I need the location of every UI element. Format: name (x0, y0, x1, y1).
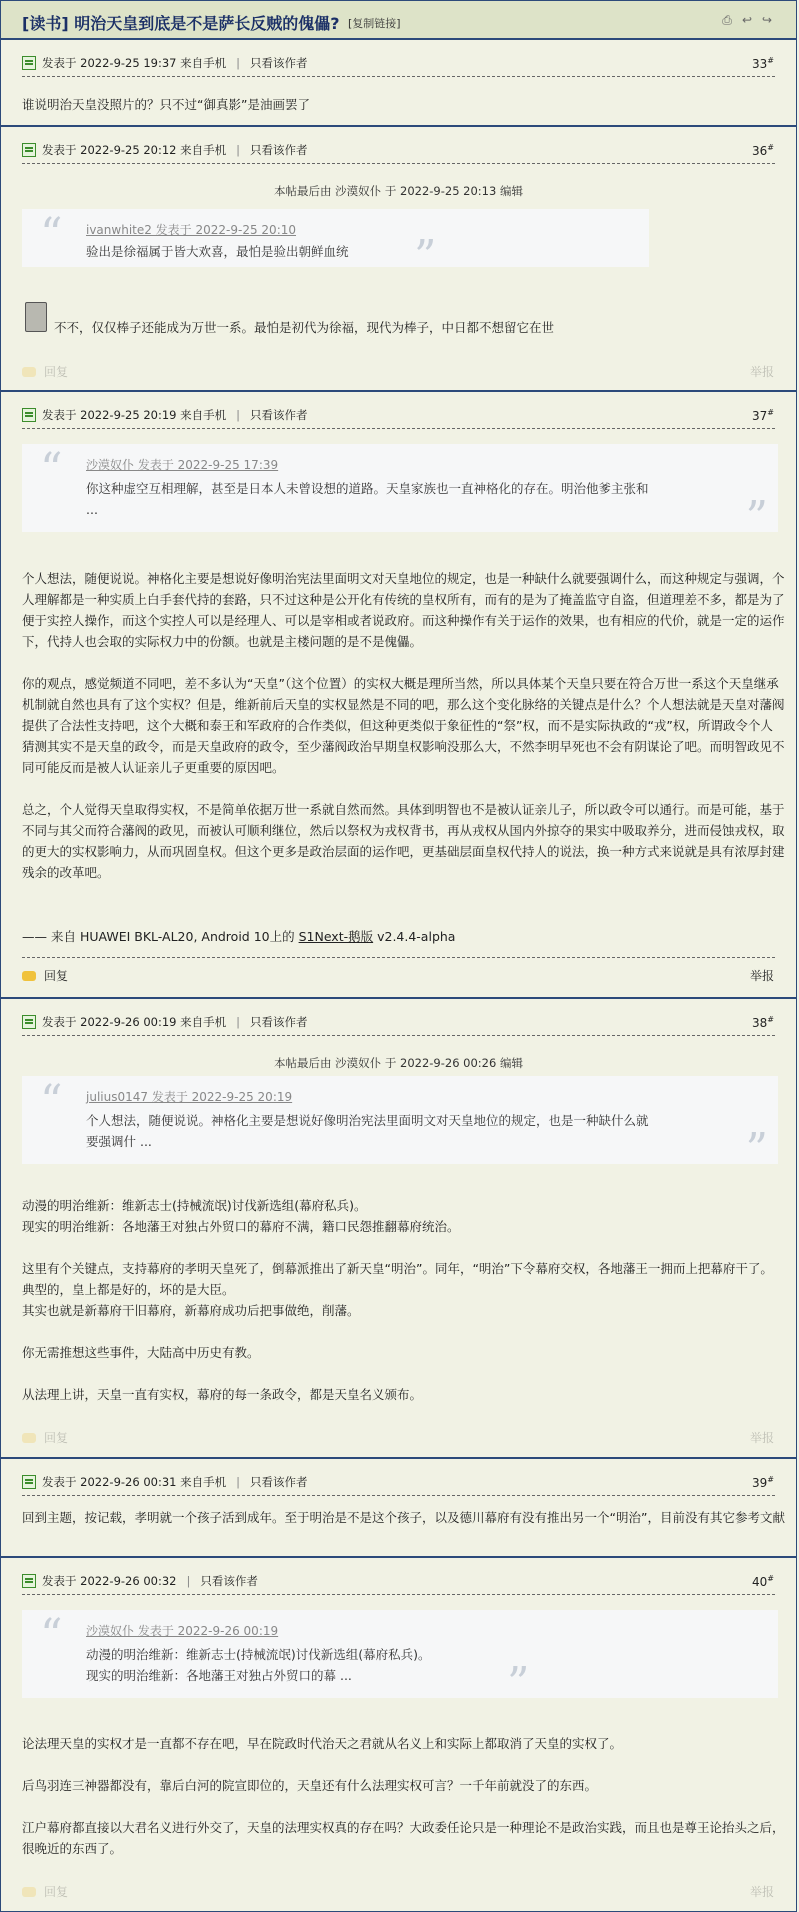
author-only-link[interactable]: 只看该作者 (200, 1574, 258, 1588)
floor-number[interactable]: 36# (752, 143, 774, 158)
text-line: 其实也就是新幕府干旧幕府，新幕府成功后把事做绝，削藩。 (22, 1303, 360, 1318)
quote-text (86, 1644, 431, 1686)
post-meta (22, 141, 308, 159)
separator: | (236, 56, 240, 70)
paragraph (22, 1195, 785, 1237)
post-time: 发表于 2022-9-26 00:31 来自手机 (42, 1475, 227, 1489)
report-button[interactable]: 举报 (749, 1431, 774, 1445)
post-icon (22, 1574, 36, 1588)
edit-notice: 本帖最后由 沙漠奴仆 于 2022-9-26 00:26 编辑 (274, 1056, 523, 1070)
quote-text: 验出是徐福属于皆大欢喜，最怕是验出朝鲜血统 (86, 244, 349, 259)
divider (22, 163, 775, 164)
reply-icon (22, 1433, 36, 1443)
signature (22, 926, 785, 947)
post-33 (0, 40, 797, 127)
close-quote-icon: ” (507, 1658, 530, 1709)
reply-button[interactable] (22, 363, 68, 380)
post-meta (22, 1013, 308, 1031)
post-meta (22, 1473, 308, 1491)
floor-number[interactable]: 37# (752, 408, 774, 423)
post-body (22, 1733, 785, 1880)
paragraph: 从法理上讲，天皇一直有实权，幕府的每一条政令，都是天皇名义颁布。 (22, 1387, 423, 1402)
post-40 (0, 1558, 797, 1912)
quote-author-link[interactable]: 沙漠奴仆 发表于 2022-9-25 17:39 (86, 458, 279, 472)
quote-line: 个人想法，随便说说。神格化主要是想说好像明治宪法里面明文对天皇地位的规定，也是一种缺什么就 (86, 1113, 649, 1128)
thread-title: [读书] 明治天皇到底是不是萨长反贼的傀儡? (22, 14, 340, 33)
paragraph: 你的观点，感觉频道不同吧，差不多认为“天皇”（这个位置）的实权大概是理所当然，所以具体某个天皇只要在符合万世一系这个天皇继承机制就自然也具有了这个实权？但是，维新前后天皇的实权显然是不同的吧，那么这个变化脉络的关键点是什么？个人想法就是天皇对藩阀提供了合法性支持吧，这个大概和泰王和军政府的合作类似，但这种更类似于象征性的“祭”权，而不是实际执政的“戎”权，所谓政令个人猜测其实不是天皇的政令，而是天皇政府的政令，至少藩阀政治早期皇权影响没那么大，不然李明早死也不会有阴谋论了吧。而明智政见不同可能反而是被人认证亲儿子更重要的原因吧。 (22, 676, 785, 775)
separator: | (186, 1574, 191, 1588)
report-button[interactable]: 举报 (749, 365, 774, 379)
quote-line: 你这种虚空互相理解，甚至是日本人未曾设想的道路。天皇家族也一直神格化的存在。明治他爹主张和 (86, 481, 649, 496)
author-only-link[interactable]: 只看该作者 (250, 1475, 308, 1489)
reply-icon (22, 1887, 36, 1897)
post-37 (0, 392, 797, 999)
close-quote-icon: ” (745, 1124, 768, 1175)
paragraph: 个人想法，随便说说。神格化主要是想说好像明治宪法里面明文对天皇地位的规定，也是一种缺什么就要强调什么，而这种规定与强调，个人理解都是一种实质上白手套代持的套路，只不过这种是公开化有传统的皇权所有，而有的是为了掩盖监守自盗，但道理差不多，都是为了便于实控人操作，而这个实控人可以是经理人、可以是宰相或者说政府。而这种操作有关于运作的效果，也有相应的代价，就是一定的运作下，代持人也会取的实际权力中的份额。也就是主楼问题的是不是傀儡。 (22, 571, 785, 649)
post-time: 发表于 2022-9-25 20:19 来自手机 (42, 408, 227, 422)
reply-button[interactable] (22, 1429, 68, 1446)
divider (22, 428, 775, 429)
quote-author-link[interactable]: julius0147 发表于 2022-9-25 20:19 (86, 1090, 293, 1104)
floor-number[interactable]: 33# (752, 56, 774, 71)
floor-value: 40 (752, 1575, 768, 1589)
prev-icon[interactable]: ↩ (741, 13, 753, 27)
paragraph: 江户幕府都直接以大君名义进行外交了，天皇的法理实权真的存在吗？大政委任论只是一种理论不是政治实践，而且也是尊王论抬头之后，很晚近的东西了。 (22, 1820, 785, 1856)
signature-suffix: v2.4.4-alpha (373, 929, 456, 944)
sticker-image (25, 302, 47, 332)
divider (22, 1495, 775, 1496)
edit-notice: 本帖最后由 沙漠奴仆 于 2022-9-25 20:13 编辑 (274, 184, 523, 198)
text-line: 现实的明治维新：各地藩王对独占外贸口的幕府不满，籍口民怨推翻幕府统治。 (22, 1219, 460, 1234)
post-time: 发表于 2022-9-25 19:37 来自手机 (42, 56, 227, 70)
post-icon (22, 1475, 36, 1489)
reply-icon (22, 971, 36, 981)
post-icon (22, 1015, 36, 1029)
post-icon (22, 143, 36, 157)
reply-label: 回复 (44, 969, 69, 983)
post-text: 回到主题，按记载，孝明就一个孩子活到成年。至于明治是不是这个孩子，以及德川幕府有没有推出另一个“明治”，目前没有其它参考文献 (22, 1510, 785, 1525)
author-only-link[interactable]: 只看该作者 (250, 1015, 308, 1029)
post-text: 不不，仅仅棒子还能成为万世一系。最怕是初代为徐福，现代为棒子，中日都不想留它在世 (54, 320, 555, 335)
floor-value: 39 (752, 1476, 768, 1490)
post-39 (0, 1459, 797, 1558)
divider (22, 1035, 775, 1036)
quote-text (86, 1110, 649, 1152)
post-icon (22, 408, 36, 422)
divider (22, 957, 775, 958)
author-only-link[interactable]: 只看该作者 (250, 408, 308, 422)
post-icon (22, 56, 36, 70)
quote-author-link[interactable]: ivanwhite2 发表于 2022-9-25 20:10 (86, 223, 297, 237)
post-body (22, 94, 785, 115)
quote-text (86, 478, 649, 520)
paragraph: 论法理天皇的实权才是一直都不存在吧，早在院政时代治天之君就从名义上和实际上都取消了天皇的实权了。 (22, 1736, 623, 1751)
open-quote-icon: “ (40, 1076, 63, 1127)
quote-line: ... (86, 502, 98, 517)
next-icon[interactable]: ↪ (761, 13, 773, 27)
separator: | (236, 408, 240, 422)
separator: | (236, 1015, 240, 1029)
post-meta (22, 406, 308, 424)
close-quote-icon: ” (414, 231, 437, 282)
quote-block (22, 209, 649, 282)
floor-number[interactable]: 40# (752, 1574, 774, 1589)
floor-value: 36 (752, 144, 768, 158)
quote-author-link[interactable]: 沙漠奴仆 发表于 2022-9-26 00:19 (86, 1624, 279, 1638)
paragraph: 后鸟羽连三神器都没有，靠后白河的院宣即位的，天皇还有什么法理实权可言？一千年前就没了的东西。 (22, 1778, 598, 1793)
header-tools (720, 13, 774, 27)
report-button[interactable]: 举报 (749, 969, 774, 983)
signature-app-link[interactable]: S1Next-鹅版 (298, 929, 374, 944)
floor-number[interactable]: 38# (752, 1015, 774, 1030)
quote-block (22, 444, 778, 543)
report-button[interactable]: 举报 (749, 1885, 774, 1899)
text-line: 动漫的明治维新：维新志士(持械流氓)讨伐新选组(幕府私兵)。 (22, 1198, 367, 1213)
print-icon[interactable]: ⎙ (722, 13, 732, 27)
copy-link-button[interactable]: [复制链接] (348, 17, 401, 30)
reply-button[interactable] (22, 967, 68, 984)
floor-value: 37 (752, 409, 768, 423)
quote-block (22, 1076, 778, 1175)
post-meta (22, 1572, 258, 1590)
paragraph (22, 1258, 785, 1321)
separator: | (236, 143, 240, 157)
post-body (22, 1195, 785, 1426)
reply-label: 回复 (44, 365, 69, 379)
floor-number[interactable]: 39# (752, 1475, 774, 1490)
post-36 (0, 127, 797, 392)
reply-label: 回复 (44, 1885, 69, 1899)
reply-button[interactable] (22, 1883, 68, 1900)
post-body (22, 568, 785, 904)
floor-value: 38 (752, 1016, 768, 1030)
reply-label: 回复 (44, 1431, 69, 1445)
post-38 (0, 999, 797, 1459)
author-only-link[interactable]: 只看该作者 (250, 56, 308, 70)
floor-value: 33 (752, 57, 768, 71)
post-time: 发表于 2022-9-26 00:32 (42, 1574, 177, 1588)
quote-line: 现实的明治维新：各地藩王对独占外贸口的幕 ... (86, 1668, 352, 1683)
thread-header (0, 0, 797, 40)
close-quote-icon: ” (745, 492, 768, 543)
quote-line: 要强调什 ... (86, 1134, 152, 1149)
post-text: 谁说明治天皇没照片的？只不过“御真影”是油画罢了 (22, 97, 310, 112)
post-time: 发表于 2022-9-25 20:12 来自手机 (42, 143, 227, 157)
divider (22, 76, 775, 77)
paragraph: 总之，个人觉得天皇取得实权，不是简单依据万世一系就自然而然。具体到明智也不是被认证亲儿子，所以政令可以通行。而是可能，基于不同与其父而符合藩阀的政见，而被认可顺利继位，然后以祭权为戎权背书，再从戎权从国内外掠夺的果实中吸取养分，进而侵蚀戎权，取的更大的实权影响力，从而巩固皇权。但这个更多是政治层面的运作吧，更基础层面皇权代持人的说法，换一种方式来说就是具有浓厚封建残余的改革吧。 (22, 802, 785, 880)
open-quote-icon: “ (40, 1610, 63, 1661)
quote-block (22, 1610, 778, 1709)
open-quote-icon: “ (40, 444, 63, 495)
quote-line: 动漫的明治维新：维新志士(持械流氓)讨伐新选组(幕府私兵)。 (86, 1647, 431, 1662)
reply-icon (22, 367, 36, 377)
paragraph: 你无需推想这些事件，大陆高中历史有教。 (22, 1345, 260, 1360)
post-meta (22, 54, 308, 72)
author-only-link[interactable]: 只看该作者 (250, 143, 308, 157)
separator: | (236, 1475, 240, 1489)
post-body (22, 1507, 785, 1528)
post-body (54, 317, 785, 338)
signature-prefix: —— 来自 HUAWEI BKL-AL20, Android 10上的 (22, 929, 299, 944)
post-time: 发表于 2022-9-26 00:19 来自手机 (42, 1015, 227, 1029)
text-line: 这里有个关键点，支持幕府的孝明天皇死了，倒幕派推出了新天皇“明治”。同年，“明治”下令幕府交权，各地藩王一拥而上把幕府干了。典型的，皇上都是好的，坏的是大臣。 (22, 1261, 773, 1297)
divider (22, 1594, 775, 1595)
open-quote-icon: “ (40, 209, 63, 260)
